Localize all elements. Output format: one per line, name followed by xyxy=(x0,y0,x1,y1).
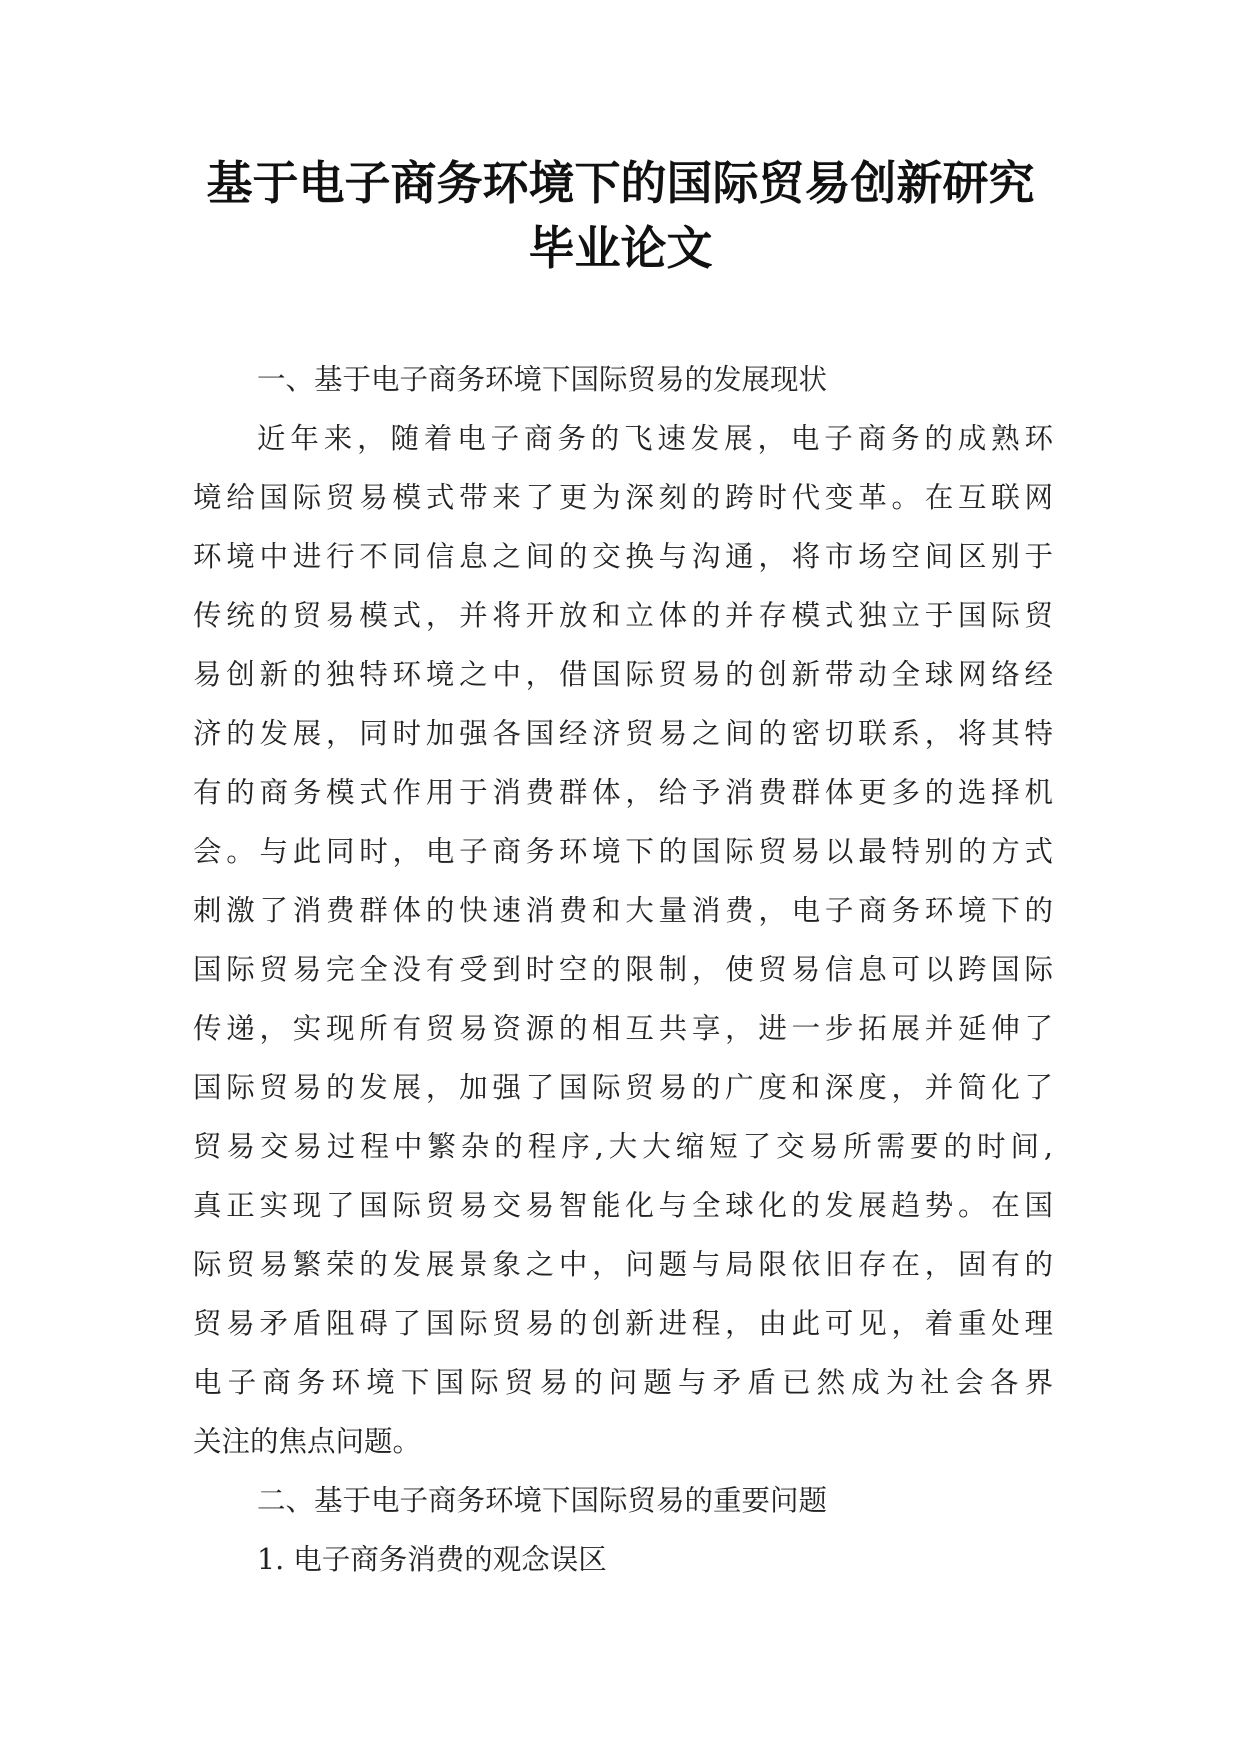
document-body xyxy=(193,350,1053,1589)
document-title-line-2: 毕业论文 xyxy=(528,221,713,275)
paragraph-line: 国际贸易完全没有受到时空的限制，使贸易信息可以跨国际 xyxy=(193,953,1053,986)
paragraph-line: 贸易矛盾阻碍了国际贸易的创新进程，由此可见，着重处理 xyxy=(193,1307,1053,1340)
paragraph-line: 济的发展，同时加强各国经济贸易之间的密切联系，将其特 xyxy=(193,717,1053,750)
paragraph-line: 际贸易繁荣的发展景象之中，问题与局限依旧存在，固有的 xyxy=(193,1248,1053,1281)
paragraph-line: 近年来，随着电子商务的飞速发展，电子商务的成熟环 xyxy=(257,422,1053,455)
paragraph-line: 贸易交易过程中繁杂的程序,大大缩短了交易所需要的时间, xyxy=(193,1130,1053,1163)
section-heading-1: 一、基于电子商务环境下国际贸易的发展现状 xyxy=(257,363,828,396)
paragraph-line: 关注的焦点问题。 xyxy=(193,1425,422,1458)
document-title-line-1: 基于电子商务环境下的国际贸易创新研究 xyxy=(206,156,1035,210)
subsection-heading-1: 1. 电子商务消费的观念误区 xyxy=(257,1543,607,1576)
paragraph-line: 电子商务环境下国际贸易的问题与矛盾已然成为社会各界 xyxy=(193,1366,1053,1399)
paragraph-line: 会。与此同时，电子商务环境下的国际贸易以最特别的方式 xyxy=(193,835,1053,868)
paragraph-1 xyxy=(193,409,1053,1471)
section-heading-2: 二、基于电子商务环境下国际贸易的重要问题 xyxy=(257,1484,828,1517)
paragraph-line: 有的商务模式作用于消费群体，给予消费群体更多的选择机 xyxy=(193,776,1053,809)
paragraph-line: 传统的贸易模式，并将开放和立体的并存模式独立于国际贸 xyxy=(193,599,1053,632)
paragraph-line: 传递，实现所有贸易资源的相互共享，进一步拓展并延伸了 xyxy=(193,1012,1053,1045)
paragraph-line: 刺激了消费群体的快速消费和大量消费，电子商务环境下的 xyxy=(193,894,1053,927)
paragraph-line: 国际贸易的发展，加强了国际贸易的广度和深度，并简化了 xyxy=(193,1071,1053,1104)
paragraph-line: 真正实现了国际贸易交易智能化与全球化的发展趋势。在国 xyxy=(193,1189,1053,1222)
paragraph-line: 环境中进行不同信息之间的交换与沟通，将市场空间区别于 xyxy=(193,540,1053,573)
paragraph-line: 易创新的独特环境之中，借国际贸易的创新带动全球网络经 xyxy=(193,658,1053,691)
paragraph-line: 境给国际贸易模式带来了更为深刻的跨时代变革。在互联网 xyxy=(193,481,1053,514)
